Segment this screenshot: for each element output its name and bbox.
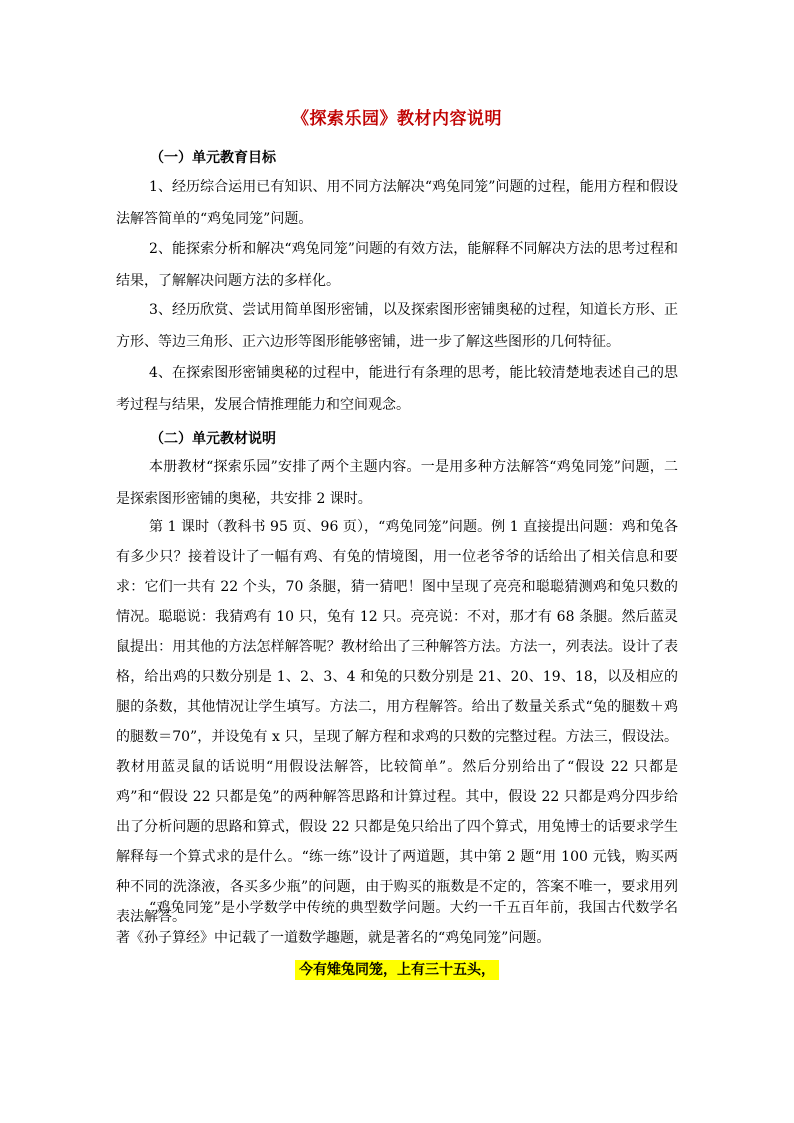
highlighted-quote: 今有雉兔同笼，上有三十五头， bbox=[295, 960, 499, 980]
goal-paragraph-3: 3、经历欣赏、尝试用简单图形密铺，以及探索图形密铺奥秘的过程，知道长方形、正方形、等边三角形、正六边形等图形能够密铺，进一步了解这些图形的几何特征。 bbox=[116, 302, 678, 350]
document-title: 《探索乐园》教材内容说明 bbox=[292, 109, 502, 129]
highlighted-quote-wrapper bbox=[0, 959, 794, 979]
materials-paragraph-3: “鸡兔同笼”是小学数学中传统的典型数学问题。大约一千五百年前，我国古代数学名著《孙子算经》中记载了一道数学趣题，就是著名的“鸡兔同笼”问题。 bbox=[116, 900, 678, 946]
section-heading-goals: （一）单元教育目标 bbox=[150, 150, 276, 166]
goal-paragraph-1: 1、经历综合运用已有知识、用不同方法解决“鸡兔同笼”问题的过程，能用方程和假设法解答简单的“鸡兔同笼”问题。 bbox=[116, 179, 678, 227]
goal-paragraph-4: 4、在探索图形密铺奥秘的过程中，能进行有条理的思考，能比较清楚地表述自己的思考过程与结果，发展合情推理能力和空间观念。 bbox=[116, 365, 678, 413]
materials-paragraph-2: 第 1 课时（教科书 95 页、96 页），“鸡兔同笼”问题。例 1 直接提出问题：鸡和兔各有多少只？接着设计了一幅有鸡、有兔的情境图，用一位老爷爷的话给出了相关信息和要求：它们一共有 22 个头，70 条腿，猜一猜吧！图中呈现了亮亮和聪聪猜测鸡和兔只数的情况。聪聪说：我猜鸡有 10 只，兔有 12 只。亮亮说：不对，那才有 68 条腿。然后蓝灵鼠提出：用其他的方法怎样解答呢？教材给出了三种解答方法。方法一，列表法。设计了表格，给出鸡的只数分别是 1、2、3、4 和兔的只数分别是 21、20、19、18，以及相应的腿的条数，其他情况让学生填写。方法二，用方程解答。给出了数量关系式“兔的腿数＋鸡的腿数＝70”，并设兔有 x 只，呈现了解方程和求鸡的只数的完整过程。方法三，假设法。教材用蓝灵鼠的话说明“用假设法解答，比较简单”。然后分别给出了“假设 22 只都是鸡”和“假设 22 只都是兔”的两种解答思路和计算过程。其中，假设 22 只都是鸡分四步给出了分析问题的思路和算式，假设 22 只都是兔只给出了四个算式，用兔博士的话要求学生解释每一个算式求的是什么。“练一练”设计了两道题，其中第 2 题“用 100 元钱，购买两种不同的洗涤液，各买多少瓶”的问题，由于购买的瓶数是不定的，答案不唯一，要求用列表法解答。 bbox=[116, 519, 678, 925]
goal-paragraph-2: 2、能探索分析和解决“鸡兔同笼”问题的有效方法，能解释不同解决方法的思考过程和结果，了解解决问题方法的多样化。 bbox=[116, 241, 678, 289]
section-heading-materials: （二）单元教材说明 bbox=[150, 431, 276, 447]
materials-paragraph-1: 本册教材“探索乐园”安排了两个主题内容。一是用多种方法解答“鸡兔同笼”问题，二是探索图形密铺的奥秘，共安排 2 课时。 bbox=[116, 459, 678, 507]
